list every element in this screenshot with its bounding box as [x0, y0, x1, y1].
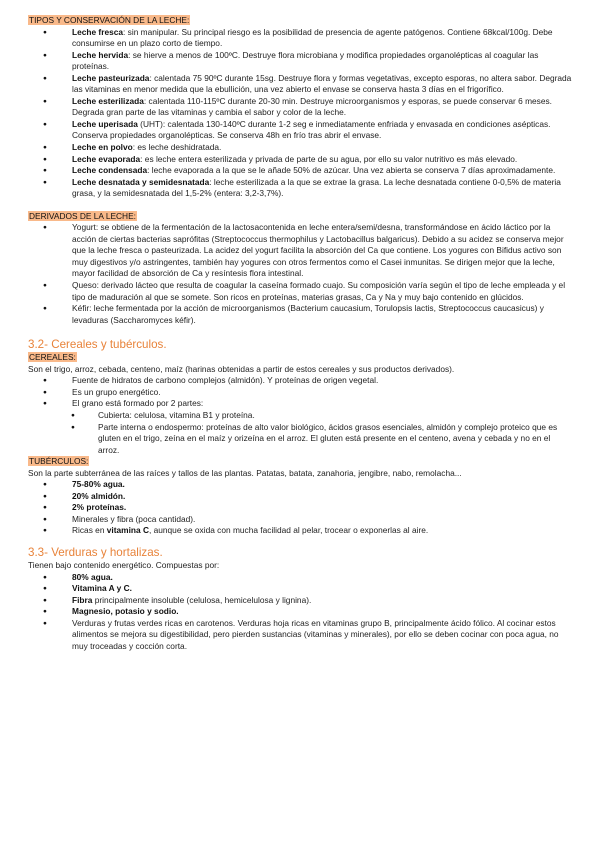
tubers-intro: Son la parte subterránea de las raíces y tallos de las plantas. Patatas, batata, zanahoria, jengibre, nabo, remolacha...	[28, 467, 462, 478]
vegetables-list	[28, 572, 572, 653]
list-item: ● Ricas en vitamina C, aunque se oxida con mucha facilidad al pelar, trocear o exponerlas al aire.	[28, 525, 572, 537]
list-item: ● 75-80% agua.	[28, 479, 572, 491]
list-item: ● Verduras y frutas verdes ricas en carotenos. Verduras hoja ricas en vitaminas grupo B, principalmente ácido fólico. Al cocinar estos alimentos se mejora su digestibilidad, pero pierden sustancias (vitaminas y minerales), por ello se deben cocinar con poca agua, no muy troceadas y cocción corta.	[28, 618, 572, 653]
list-item: ● Leche desnatada y semidesnatada: leche esterilizada a la que se extrae la grasa. La leche desnatada contiene 0-0,5% de materia grasa, y la semidesnatada del 1,5-2% (entera: 3,2-3,7%).	[28, 177, 572, 200]
list-item: ● 2% proteínas.	[28, 502, 572, 514]
milk-types-heading-line	[28, 15, 572, 27]
milk-derivatives-heading-line	[28, 211, 572, 223]
list-item: ● Minerales y fibra (poca cantidad).	[28, 514, 572, 526]
list-item: ● Magnesio, potasio y sodio.	[28, 606, 572, 618]
list-item: ● Leche fresca: sin manipular. Su principal riesgo es la posibilidad de presencia de agente patógenos. Contiene 68kcal/100g. Debe consumirse en un plazo corto de tiempo.	[28, 27, 572, 50]
list-item: ● Leche condensada: leche evaporada a la que se le añade 50% de azúcar. Una vez abierta se conserva 7 días aproximadamente.	[28, 165, 572, 177]
sub-list-item: ● Parte interna o endospermo: proteínas de alto valor biológico, ácidos grasos esenciales, almidón y complejo proteico que es gluten en el trigo, zeína en el maíz y orizeína en el arroz. El gluten está presente en el centeno, avena y cebada y no en el arroz.	[28, 422, 572, 457]
milk-types-list	[28, 27, 572, 200]
milk-types-heading: TIPOS Y CONSERVACIÓN DE LA LECHE:	[29, 15, 190, 25]
cereals-heading: CEREALES:	[29, 352, 76, 363]
list-item: ● Leche esterilizada: calentada 110-115ºC durante 20-30 min. Destruye microorganismos y esporas, se puede conservar 6 meses. Degrada gran parte de las vitaminas y cambia el sabor y color de la leche.	[28, 96, 572, 119]
milk-derivatives-heading: DERIVADOS DE LA LECHE:	[29, 210, 136, 221]
list-item: ● Leche evaporada: es leche entera esterilizada y privada de parte de su agua, por ello su valor nutritivo es más elevado.	[28, 154, 572, 166]
vegetables-intro: Tienen bajo contenido energético. Compuestas por:	[28, 559, 220, 570]
tubers-heading: TUBÉRCULOS:	[29, 456, 89, 467]
milk-derivatives-list	[28, 222, 572, 326]
list-item: ● Leche en polvo: es leche deshidratada.	[28, 142, 572, 154]
list-item: ● Leche uperisada (UHT): calentada 130-140ºC durante 1-2 seg e inmediatamente enfriada y envasada en condiciones asépticas. Conserva propiedades organolépticas. Se conserva 48h en frío tras abrir el envase.	[28, 119, 572, 142]
list-item: ● Leche pasteurizada: calentada 75 90ºC durante 15sg. Destruye flora y formas vegetativas, excepto esporas, no altera sabor. Degrada las vitaminas en menor medida que la ebullición, una vez abierto el envase se conserva hasta 3 días en el frigorífico.	[28, 73, 572, 96]
list-item: ● Leche hervida: se hierve a menos de 100ºC. Destruye flora microbiana y modifica propiedades organolépticas al coagular las proteínas.	[28, 50, 572, 73]
sub-list-item: ● Cubierta: celulosa, vitamina B1 y proteína.	[28, 410, 572, 422]
section-32-title: 3.2- Cereales y tubérculos.	[28, 338, 167, 352]
list-item: ● Fibra principalmente insoluble (celulosa, hemicelulosa y lignina).	[28, 595, 572, 607]
list-item: ● 20% almidón.	[28, 491, 572, 503]
list-item: ● El grano está formado por 2 partes:	[28, 398, 572, 410]
tubers-list	[28, 479, 572, 537]
cereals-list	[28, 375, 572, 456]
cereals-intro: Son el trigo, arroz, cebada, centeno, maíz (harinas obtenidas a partir de estos cereales y sus productos derivados).	[28, 363, 455, 374]
list-item: ● 80% agua.	[28, 572, 572, 584]
section-33-title: 3.3- Verduras y hortalizas.	[28, 545, 163, 559]
list-item: ● Queso: derivado lácteo que resulta de coagular la caseína formado cuajo. Su composición varía según el tipo de leche empleada y el tipo de maduración al que se somete. Son ricos en proteínas, materias grasas, Ca y Na y muy bajo contenido en glúcidos.	[28, 280, 572, 303]
tubers-heading-line	[28, 456, 572, 468]
list-item: ● Vitamina A y C.	[28, 583, 572, 595]
list-item: ● Kéfir: leche fermentada por la acción de microorganismos (Bacterium caucasium, Torulopsis lactis, Streptococcus caucasicus) y levaduras (Saccharomyces kéfir).	[28, 303, 572, 326]
list-item: ● Yogurt: se obtiene de la fermentación de la lactosacontenida en leche entera/semi/desna, transformándose en ácido láctico por la acción de ciertas bacterias saprófitas (Streptococcus thermophilus y Lactobacillus balgaricus). Debido a su acidez se conserva mejor que la leche fresca o pasteurizada. La acidez del yogurt facilita la absorción del Ca que contiene. Los yogures con Bifidus activo son muy digestivos y/o astringentes, también hay yogures con otros fermentos como el Casei inmunitas. Se dirigen mejor que la leche, mayor facilidad de absorción de Ca y resíntesis flora intestinal.	[28, 222, 572, 280]
cereals-heading-line	[28, 352, 572, 364]
list-item: ● Fuente de hidratos de carbono complejos (almidón). Y proteínas de origen vegetal.	[28, 375, 572, 387]
list-item: ● Es un grupo energético.	[28, 387, 572, 399]
